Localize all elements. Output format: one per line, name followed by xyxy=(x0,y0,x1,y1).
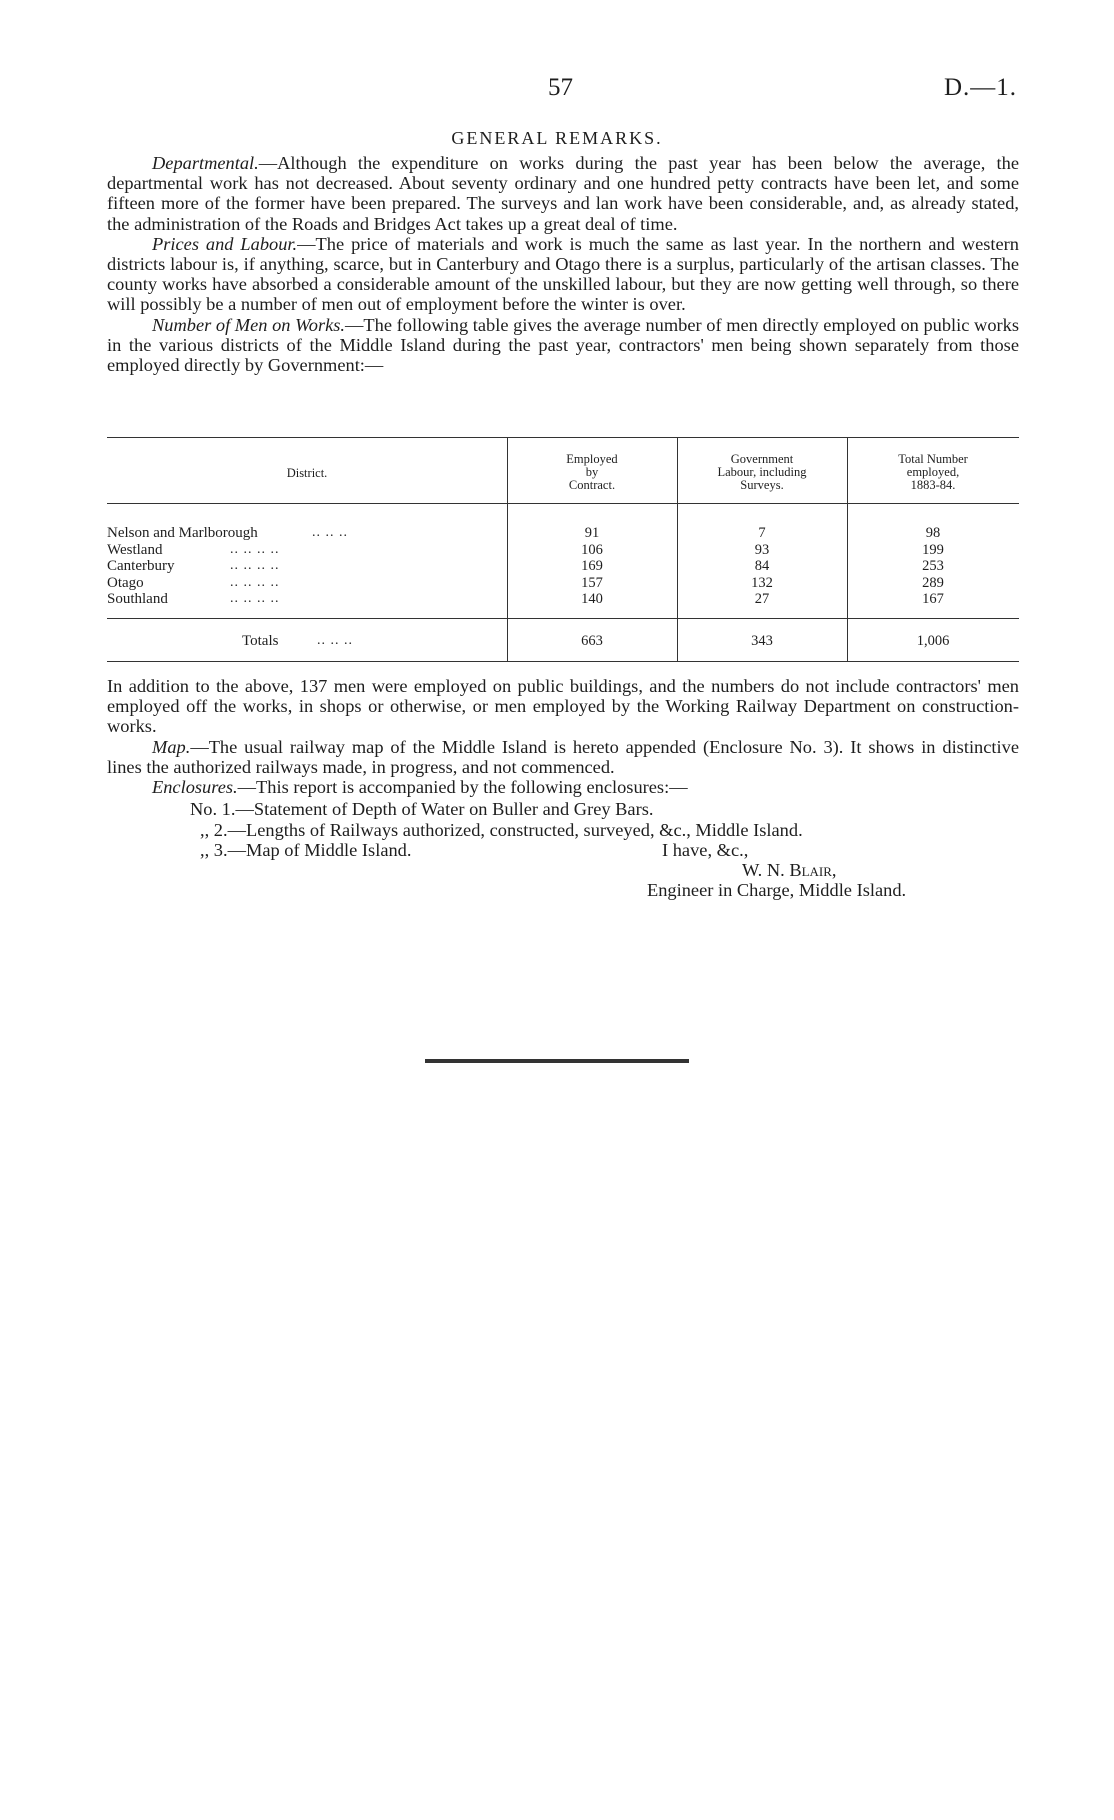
paragraph-lead: Map. xyxy=(152,736,191,757)
paragraph-lead: Departmental. xyxy=(152,153,259,173)
header-line: Labour, including xyxy=(717,465,807,479)
cell-government: 132 xyxy=(751,574,773,591)
cell-total: 253 xyxy=(922,558,944,574)
leader-dots: .. .. .. xyxy=(312,525,348,540)
table-row-district: Otago xyxy=(107,574,144,591)
section-heading: GENERAL REMARKS. xyxy=(451,128,663,148)
leader-dots: .. .. .. .. xyxy=(230,541,280,557)
table-header-rule xyxy=(107,503,1019,504)
document-code: D.—1. xyxy=(944,74,1018,101)
cell-total: 289 xyxy=(922,574,944,591)
leader-dots: .. .. .. .. xyxy=(230,591,280,606)
header-line: Employed xyxy=(566,452,618,466)
cell-government: 93 xyxy=(754,541,770,558)
paragraph-addition: In addition to the above, 137 men were employed on public buildings, and the numbers do not include contractors' men employed off the works, in shops or otherwise, or men employed by the Working Railway Department on construction-works. xyxy=(107,676,1019,737)
header-line: Surveys. xyxy=(740,478,784,492)
table-row-district: Canterbury xyxy=(107,558,175,574)
enclosure-item: No. 1.—Statement of Depth of Water on Buller and Grey Bars. xyxy=(190,799,654,819)
paragraph-lead: Number of Men on Works. xyxy=(152,314,346,335)
end-rule xyxy=(425,1059,689,1063)
paragraph-text: —Although the expenditure on works during the past year has been below the average, the departmental work has not decreased. About seventy ordinary and one hundred petty contracts have been let, and some fifteen more of the former have been prepared. The surveys and lan work have been considerable, and, as already stated, the administration of the Roads and Bridges Act takes up a great deal of time. xyxy=(107,153,1019,234)
leader-dots: .. .. .. xyxy=(317,633,353,648)
total-government: 343 xyxy=(751,633,773,649)
leader-dots: .. .. .. .. xyxy=(230,574,280,590)
cell-contract: 157 xyxy=(581,574,603,591)
column-header-government xyxy=(677,453,847,492)
remarks-body xyxy=(107,153,1019,375)
cell-contract: 140 xyxy=(581,591,603,607)
cell-government: 84 xyxy=(754,558,770,574)
cell-total: 98 xyxy=(925,525,941,541)
table-row-district: Southland xyxy=(107,591,168,607)
paragraph-enclosures xyxy=(107,777,1019,797)
column-header-total xyxy=(847,453,1019,492)
total-total: 1,006 xyxy=(916,633,950,649)
page-number: 57 xyxy=(548,74,573,101)
column-header-district: District. xyxy=(286,466,328,480)
cell-total: 167 xyxy=(922,591,944,607)
cell-government: 7 xyxy=(758,525,766,541)
leader-dots: .. .. .. .. xyxy=(230,558,280,573)
enclosure-item: ,, 3.—Map of Middle Island. xyxy=(200,840,412,860)
paragraph-lead: Enclosures. xyxy=(152,777,238,798)
after-table-body xyxy=(107,676,1019,797)
cell-contract: 106 xyxy=(581,541,603,558)
signature-closing: I have, &c., xyxy=(662,840,749,860)
paragraph-prices xyxy=(107,234,1019,315)
header-line: by xyxy=(585,465,599,479)
total-contract: 663 xyxy=(581,633,603,649)
paragraph-number-of-men xyxy=(107,315,1019,376)
header-line: Contract. xyxy=(568,478,616,492)
paragraph-departmental xyxy=(107,153,1019,234)
table-bottom-rule xyxy=(107,661,1019,662)
employment-table xyxy=(107,437,1019,665)
header-line: employed, xyxy=(906,465,960,479)
paragraph-text: —The price of materials and work is much the same as last year. In the northern and western districts labour is, if anything, scarce, but in Canterbury and Otago there is a surplus, particularly of the artisan classes. The county works have absorbed a considerable amount of the unskilled labour, but they are now getting well through, so there will possibly be a number of men out of employment before the winter is over. xyxy=(107,233,1019,315)
column-header-contract xyxy=(507,453,677,492)
header-line: 1883-84. xyxy=(910,478,956,492)
cell-contract: 169 xyxy=(581,558,603,574)
signature-title: Engineer in Charge, Middle Island. xyxy=(647,880,907,900)
enclosure-item: ,, 2.—Lengths of Railways authorized, constructed, surveyed, &c., Middle Island. xyxy=(200,820,803,840)
table-row-district: Westland xyxy=(107,541,163,558)
table-totals-rule xyxy=(107,618,1019,619)
totals-label: Totals xyxy=(242,633,279,649)
table-row-district: Nelson and Marlborough xyxy=(107,525,258,541)
paragraph-map xyxy=(107,737,1019,777)
cell-total: 199 xyxy=(922,541,944,558)
paragraph-text: —The usual railway map of the Middle Island is hereto appended (Enclosure No. 3). It shows in distinctive lines the authorized railways made, in progress, and not commenced. xyxy=(107,736,1019,777)
table-top-rule xyxy=(107,437,1019,438)
header-line: Total Number xyxy=(898,452,968,466)
cell-government: 27 xyxy=(754,591,770,607)
paragraph-text: —The following table gives the average number of men directly employed on public works in the various districts of the Middle Island during the past year, contractors' men being shown separately from those employed directly by Government:— xyxy=(107,314,1019,376)
header-line: Government xyxy=(730,452,794,466)
paragraph-lead: Prices and Labour. xyxy=(152,233,298,254)
paragraph-text: —This report is accompanied by the following enclosures:— xyxy=(237,777,688,798)
signature-name: W. N. Blair, xyxy=(742,860,837,880)
cell-contract: 91 xyxy=(584,525,600,541)
